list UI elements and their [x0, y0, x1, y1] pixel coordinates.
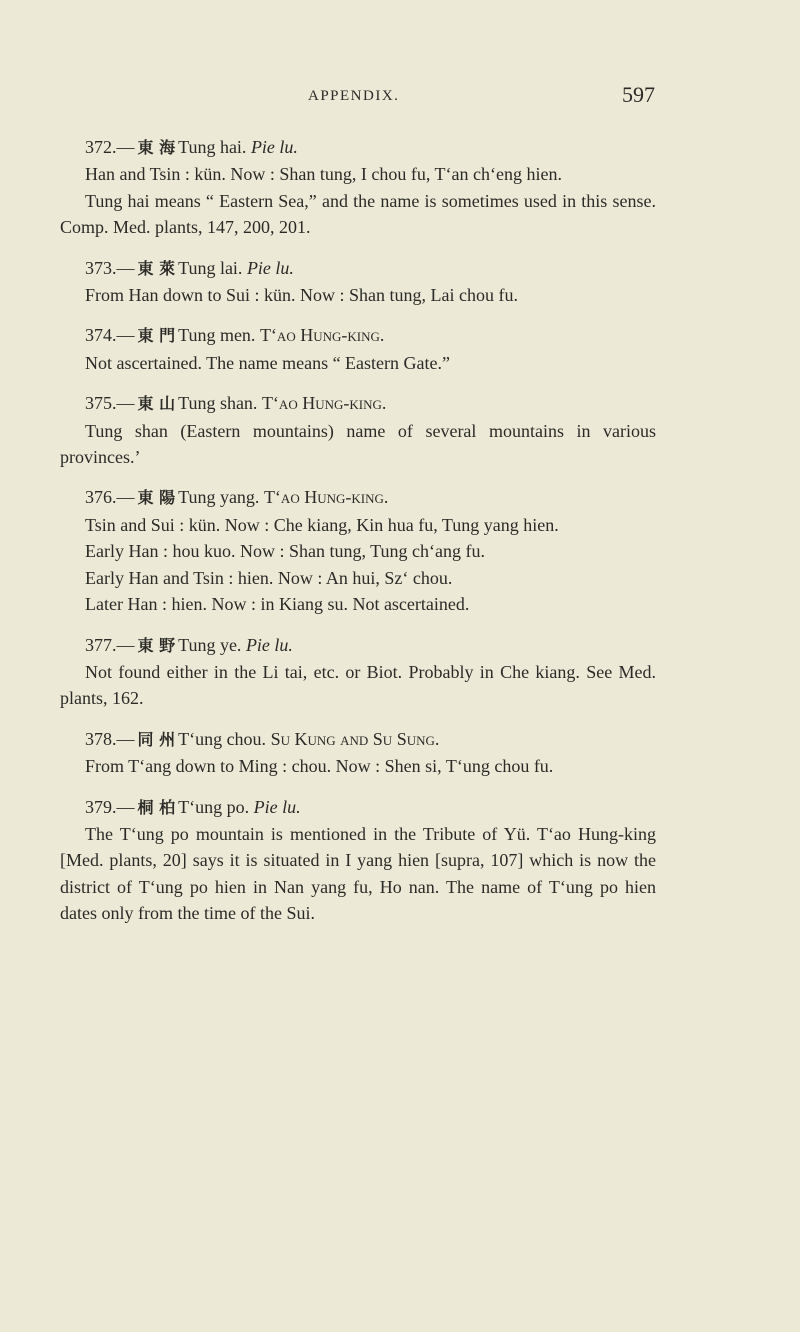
- entry-number: 378.—: [85, 728, 135, 749]
- entry-paragraph: Han and Tsin : kün. Now : Shan tung, I chou fu, T‘an ch‘eng hien.: [85, 164, 562, 185]
- source-reference: Pie lu.: [250, 137, 298, 157]
- chinese-characters: 東 門: [137, 326, 176, 346]
- source-reference: Pie lu.: [245, 634, 293, 655]
- entry-paragraph: Later Han : hien. Now : in Kiang su. Not ascertained.: [85, 594, 470, 615]
- entry-paragraph: Not ascertained. The name means “ Eastern Gate.”: [85, 352, 451, 373]
- place-name: Tung lai.: [178, 257, 243, 278]
- entry-number: 372.—: [85, 137, 135, 157]
- running-header: [60, 82, 655, 112]
- place-name: Tung ye.: [178, 634, 242, 655]
- place-name: Tung yang.: [178, 487, 260, 508]
- entry-number: 376.—: [85, 487, 135, 508]
- chinese-characters: 東 陽: [137, 488, 176, 508]
- place-name: Tung men.: [178, 325, 256, 346]
- page-body: [60, 134, 656, 941]
- chinese-characters: 桐 柏: [137, 797, 176, 817]
- header-title: APPENDIX.: [308, 88, 400, 104]
- source-reference: Pie lu.: [253, 796, 301, 817]
- place-name: Tung shan.: [178, 393, 258, 414]
- entry: [60, 726, 656, 780]
- entry-number: 379.—: [85, 796, 135, 817]
- entry-number: 374.—: [85, 325, 135, 346]
- entry-heading: [60, 484, 656, 511]
- entry-heading: [60, 134, 656, 161]
- chinese-characters: 東 野: [137, 635, 176, 655]
- entry-number: 375.—: [85, 393, 135, 414]
- entry-heading: [60, 632, 656, 659]
- entry-number: 377.—: [85, 634, 135, 655]
- entry-paragraph: From T‘ang down to Ming : chou. Now : Shen si, T‘ung chou fu.: [85, 756, 554, 777]
- source-reference: T‘ao Hung-king.: [263, 487, 389, 508]
- place-name: T‘ung chou.: [178, 728, 267, 749]
- entry-paragraph: From Han down to Sui : kün. Now : Shan tung, Lai chou fu.: [85, 285, 518, 306]
- entry: [60, 484, 656, 617]
- entry-paragraph: Not found either in the Li tai, etc. or Biot. Probably in Che kiang. See Med. plants, 162.: [60, 661, 656, 709]
- entry: [60, 794, 656, 927]
- entry: [60, 390, 656, 470]
- source-reference: Pie lu.: [246, 257, 294, 278]
- chinese-characters: 東 海: [137, 138, 176, 157]
- page-number: 597: [622, 82, 655, 107]
- source-reference: Su Kung and Su Sung.: [270, 728, 440, 749]
- source-reference: T‘ao Hung-king.: [259, 325, 385, 346]
- entry-heading: [60, 794, 656, 821]
- place-name: Tung hai.: [178, 137, 247, 157]
- entry-heading: [60, 390, 656, 417]
- entry-number: 373.—: [85, 257, 135, 278]
- chinese-characters: 東 山: [137, 394, 176, 414]
- entry: [60, 632, 656, 712]
- entry-heading: [60, 255, 656, 282]
- entry: [60, 134, 656, 241]
- entry: [60, 322, 656, 376]
- place-name: T‘ung po.: [178, 796, 250, 817]
- chinese-characters: 東 萊: [137, 258, 176, 278]
- entry-paragraph: Early Han and Tsin : hien. Now : An hui, Sz‘ chou.: [85, 567, 453, 588]
- entry-paragraph: Tung shan (Eastern mountains) name of several mountains in various provinces.’: [60, 420, 656, 468]
- source-reference: T‘ao Hung-king.: [261, 393, 387, 414]
- entry-heading: [60, 322, 656, 349]
- entry-paragraph: Tung hai means “ Eastern Sea,” and the name is sometimes used in this sense. Comp. Med. plants, 147, 200, 201.: [60, 190, 656, 238]
- entry-paragraph: The T‘ung po mountain is mentioned in the Tribute of Yü. T‘ao Hung-king [Med. plants, 20] says it is situated in I yang hien [supra, 107] which is now the district of T‘ung po hien in Nan yang fu, Ho nan. The name of T‘ung po hien dates only from the time of the Sui.: [60, 823, 656, 924]
- entry: [60, 255, 656, 309]
- chinese-characters: 同 州: [137, 729, 176, 749]
- entry-paragraph: Tsin and Sui : kün. Now : Che kiang, Kin hua fu, Tung yang hien.: [85, 514, 559, 535]
- entry-paragraph: Early Han : hou kuo. Now : Shan tung, Tung ch‘ang fu.: [85, 541, 485, 562]
- entry-heading: [60, 726, 656, 753]
